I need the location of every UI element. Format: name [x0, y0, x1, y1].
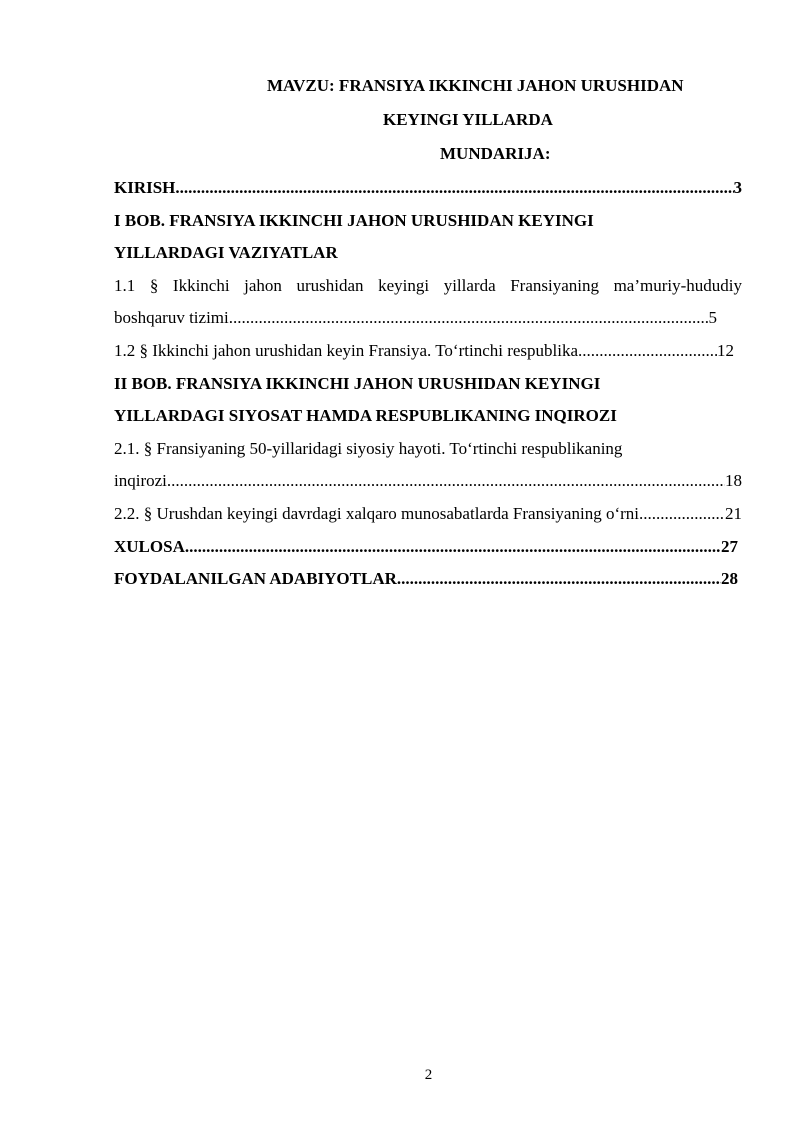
toc-entry-label: boshqaruv tizimi [114, 308, 229, 328]
toc-page-number: 12 [717, 340, 734, 360]
table-of-contents [114, 172, 742, 596]
dot-leader [175, 172, 733, 205]
toc-entry-adabiyotlar [114, 563, 738, 596]
toc-entry-section-2-1 [114, 465, 742, 498]
chapter-2-heading-line-1: II BOB. FRANSIYA IKKINCHI JAHON URUSHIDAN KEYINGI [114, 373, 601, 393]
topic-title-line-2: KEYINGI YILLARDA [383, 110, 553, 129]
toc-page-number: 27 [721, 536, 738, 556]
chapter-1-heading-line-2: YILLARDAGI VAZIYATLAR [114, 243, 338, 263]
dot-leader [185, 531, 721, 564]
toc-entry-xulosa [114, 531, 738, 564]
chapter-1-heading-line-1: I BOB. FRANSIYA IKKINCHI JAHON URUSHIDAN KEYINGI [114, 210, 594, 230]
toc-entry-label: KIRISH [114, 178, 176, 197]
dot-leader [578, 335, 717, 368]
toc-entry-section-1-1 [114, 302, 717, 335]
topic-title-line-1: MAVZU: FRANSIYA IKKINCHI JAHON URUSHIDAN [267, 76, 684, 95]
toc-entry-section-2-2 [114, 498, 742, 531]
toc-entry-label: inqirozi [114, 471, 167, 491]
toc-page-number: 3 [733, 178, 742, 197]
dot-leader [639, 498, 725, 531]
toc-page-number: 18 [725, 471, 742, 491]
toc-entry-label: 1.2 § Ikkinchi jahon urushidan keyin Fransiya. To‘rtinchi respublika [114, 340, 579, 360]
dot-leader [397, 563, 721, 596]
toc-entry-section-1-2 [114, 335, 734, 368]
section-1-1-line-1: 1.1 § Ikkinchi jahon urushidan keyingi yillarda Fransiyaning ma’muriy-hududiy [114, 275, 742, 295]
toc-entry-kirish [114, 172, 742, 205]
contents-heading: MUNDARIJA: [440, 144, 551, 163]
toc-page-number: 28 [721, 569, 738, 589]
toc-page-number: 5 [708, 308, 717, 328]
toc-entry-label: FOYDALANILGAN ADABIYOTLAR [114, 569, 397, 589]
section-2-1-line-1: 2.1. § Fransiyaning 50-yillaridagi siyosiy hayoti. To‘rtinchi respublikaning [114, 438, 623, 458]
page-number: 2 [424, 1067, 433, 1083]
toc-entry-label: 2.2. § Urushdan keyingi davrdagi xalqaro munosabatlarda Fransiyaning o‘rni [114, 503, 639, 523]
dot-leader [229, 302, 709, 335]
toc-entry-label: XULOSA [114, 536, 185, 556]
chapter-2-heading-line-2: YILLARDAGI SIYOSAT HAMDA RESPUBLIKANING INQIROZI [114, 406, 617, 426]
toc-page-number: 21 [725, 503, 742, 523]
dot-leader [167, 465, 725, 498]
